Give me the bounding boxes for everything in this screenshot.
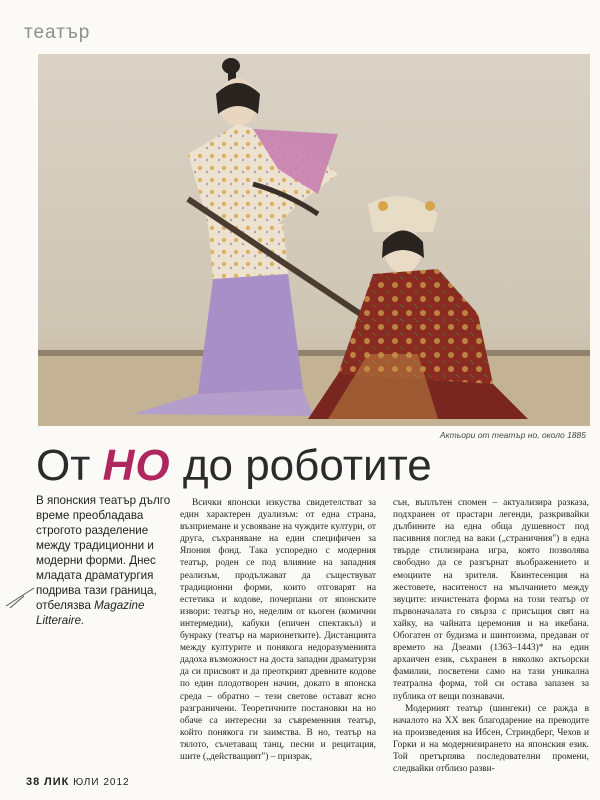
paragraph: сън, въплътен спомен – актуализира разказа, подхранен от прастари легенди, разкривайки дълбините на една обща душевност под пасивния поглед на ваки („страничния") в една твърде стилизирана игра, която позволява свободно да се разгърнат въображението и емоциите на зрителя. Квинтесенция на жестовете, наситеност на мълчанието между звуците: изчистената форма на този театър от първоначалата го свърза с присъщия свят на хайку, на чайната церемония и на икебана. Обогатен от будизма и шинтоизма, предаван от времето на Дзеами (1363–1443)* на един архаичен език, съхранен в няколко актьорски фамилии, посветени само на тази уникална театрална форма, той си остава запазен за публика от вещи познавачи. bbox=[393, 498, 589, 702]
lead-text: В японския театър дълго време преобладава строгото разделение между традиционни и модерни форми. Днес младата драматургия подрива тази граница, отбелязва bbox=[36, 494, 171, 612]
paragraph: Всички японски изкуства свидетелстват за един характерен дуализъм: от една страна, възприемане и усвояване на чуждите култури, от друга, съхраняване на един специфичен за Япония фонд. Така успоредно с модерния театър, роден се под влияние на западния реализъм, продължават да съществуват традиционни форми, които отговарят на естетика и кодове, почерпани от японските извори: театър но, неделим от кьоген (комични интермедии), кабуки (епичен спектакъл) и бунраку (театър на марионетките). Дистанцията между културите и понякога недоразуменията дадоха възможност на доста западни драматурзи да си присвоят и да преоткрият древните кодове по един плодотворен начин, докато в японска среда – обратно – тези светове остават ясно разграничени. Теоретичните постановки на но обаче са интересни за съвременния театър, който понякога ги заимства. В но, театър на тялото, съчетаващ танц, песни и рецитация, шите („действащият") – призрак, bbox=[180, 498, 376, 762]
headline-before: От bbox=[36, 441, 103, 490]
noh-actors-illustration bbox=[38, 54, 590, 426]
hero-photo bbox=[38, 54, 590, 426]
magazine-name: ЛИК bbox=[44, 776, 70, 788]
issue-date: ЮЛИ 2012 bbox=[73, 777, 130, 788]
headline-accent: НО bbox=[102, 441, 171, 490]
headline-after: до роботите bbox=[170, 441, 432, 490]
section-label: театър bbox=[24, 22, 91, 43]
photo-caption: Актьори от театър но, около 1885 bbox=[439, 430, 586, 440]
page-footer bbox=[26, 776, 130, 788]
lead-source: Magazine Litteraire. bbox=[36, 599, 145, 627]
body-column-1 bbox=[180, 497, 376, 763]
pencil-mark-icon bbox=[4, 582, 38, 612]
article-lead bbox=[36, 493, 176, 628]
article-headline bbox=[36, 440, 432, 492]
page-number: 38 bbox=[26, 776, 41, 788]
body-column-2 bbox=[393, 497, 589, 775]
paragraph: Модерният театър (шингеки) се ражда в началото на ХХ век благодарение на преводите на произведения на Ибсен, Стриндберг, Чехов и Горки и на модернизирането на японския език. Той претърпява последователни промени, следвайки отблизо разви- bbox=[393, 703, 589, 775]
